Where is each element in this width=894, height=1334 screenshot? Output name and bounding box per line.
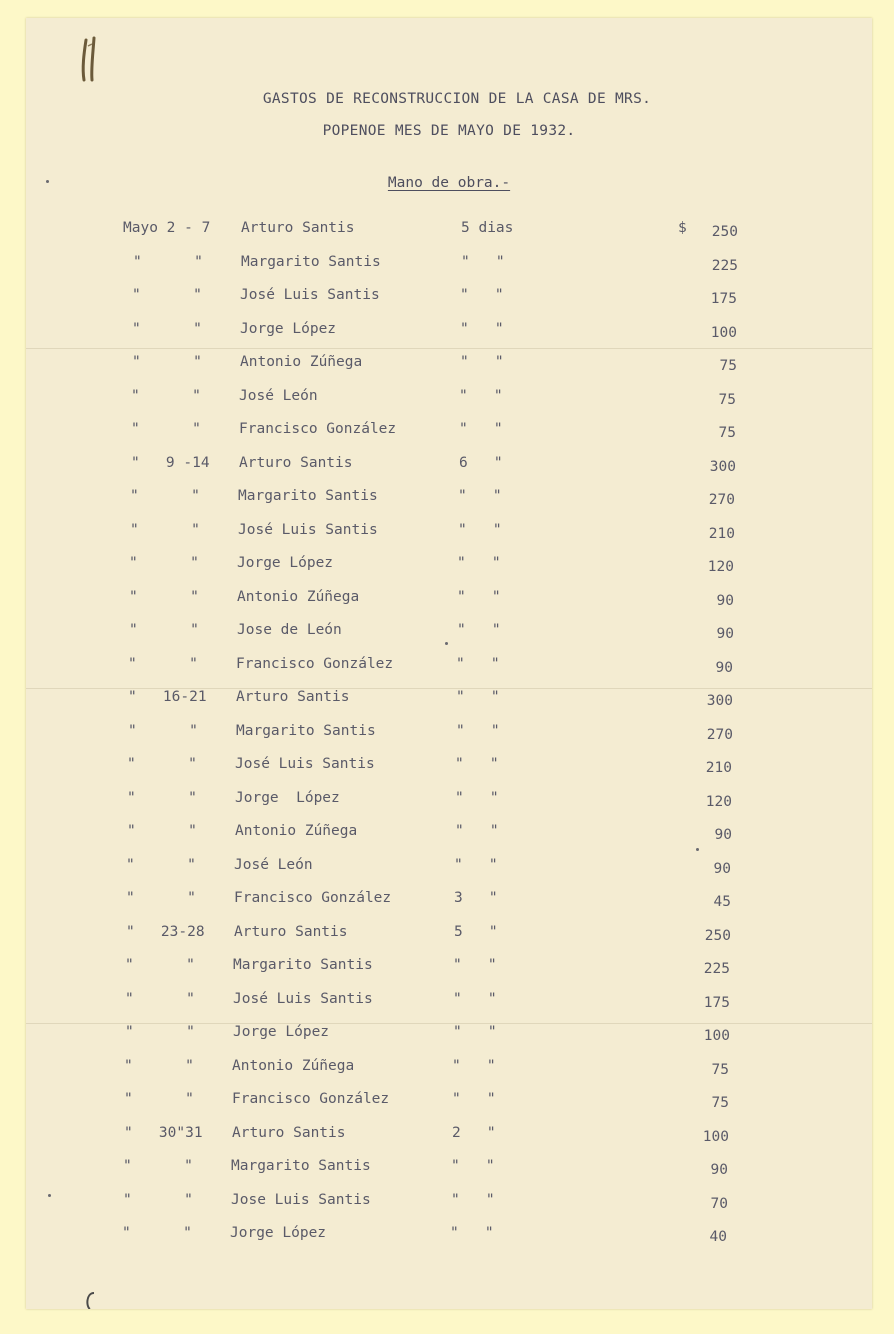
row-days: " " bbox=[458, 488, 502, 504]
row-days: " " bbox=[453, 1024, 497, 1040]
expense-row bbox=[26, 1192, 862, 1226]
row-amount: 250 bbox=[704, 927, 731, 944]
row-days: " " bbox=[450, 1225, 494, 1241]
row-date: " " bbox=[132, 287, 202, 303]
row-date: " " bbox=[129, 555, 199, 571]
row-days: " " bbox=[457, 622, 501, 638]
row-date: " " bbox=[127, 823, 197, 839]
row-worker-name: Jorge López bbox=[237, 555, 334, 571]
row-date: " 9 -14 bbox=[131, 454, 210, 471]
row-worker-name: Jose de León bbox=[237, 622, 342, 638]
row-days: " " bbox=[456, 689, 500, 705]
labor-expense-list bbox=[26, 220, 872, 1259]
row-date: " " bbox=[127, 756, 197, 772]
row-worker-name: José Luis Santis bbox=[240, 287, 380, 303]
row-date: " " bbox=[125, 990, 195, 1007]
expense-row bbox=[26, 1091, 863, 1125]
row-date: " " bbox=[130, 521, 200, 538]
row-amount: 100 bbox=[710, 324, 737, 341]
row-amount: 45 bbox=[713, 894, 731, 910]
expense-row bbox=[26, 555, 868, 589]
row-days: 5 dias bbox=[461, 220, 514, 236]
row-amount: 90 bbox=[710, 1162, 728, 1178]
row-worker-name: Margarito Santis bbox=[231, 1158, 371, 1174]
row-date: " " bbox=[122, 1225, 192, 1241]
row-amount: 100 bbox=[702, 1128, 729, 1145]
expense-row bbox=[26, 1225, 861, 1259]
row-date: " " bbox=[124, 1057, 194, 1074]
row-days: " " bbox=[460, 320, 504, 337]
expense-row bbox=[26, 1125, 863, 1159]
staple-mark-icon bbox=[78, 28, 108, 88]
row-date: " " bbox=[125, 1024, 195, 1040]
row-amount: 175 bbox=[710, 291, 737, 307]
row-days: " " bbox=[458, 521, 502, 538]
expense-row bbox=[26, 321, 871, 355]
expense-row bbox=[26, 220, 872, 254]
expense-row bbox=[26, 991, 864, 1025]
row-worker-name: Jorge López bbox=[240, 320, 337, 337]
row-date: " " bbox=[128, 655, 198, 672]
row-worker-name: José Luis Santis bbox=[233, 990, 373, 1007]
row-days: " " bbox=[452, 1091, 496, 1107]
row-amount: 100 bbox=[703, 1028, 730, 1044]
row-amount: 75 bbox=[719, 358, 737, 374]
ink-speck bbox=[48, 1194, 51, 1197]
row-worker-name: José Luis Santis bbox=[238, 521, 378, 538]
expense-row bbox=[26, 488, 869, 522]
row-date: " " bbox=[132, 354, 202, 370]
row-worker-name: Jorge López bbox=[233, 1024, 330, 1040]
row-amount: 120 bbox=[705, 793, 732, 810]
row-days: " " bbox=[453, 957, 497, 973]
row-worker-name: Jorge López bbox=[230, 1225, 327, 1241]
corner-mark-icon bbox=[82, 1290, 98, 1309]
expense-row bbox=[26, 823, 866, 857]
row-amount: 70 bbox=[710, 1195, 728, 1212]
row-days: " " bbox=[451, 1158, 495, 1174]
row-worker-name: Margarito Santis bbox=[241, 253, 381, 270]
expense-row bbox=[26, 455, 870, 489]
expense-row bbox=[26, 522, 869, 556]
row-days: " " bbox=[459, 387, 503, 404]
row-worker-name: Arturo Santis bbox=[241, 220, 355, 236]
row-worker-name: José León bbox=[239, 387, 318, 404]
row-amount: 90 bbox=[714, 827, 732, 843]
row-days: " " bbox=[457, 588, 501, 605]
row-days: " " bbox=[456, 655, 500, 672]
row-date: " 30"31 bbox=[124, 1124, 203, 1141]
row-worker-name: Arturo Santis bbox=[236, 689, 350, 705]
row-amount: 75 bbox=[711, 1095, 729, 1111]
row-amount: 90 bbox=[716, 626, 734, 642]
row-worker-name: Jose Luis Santis bbox=[231, 1191, 371, 1208]
row-worker-name: Arturo Santis bbox=[234, 923, 348, 940]
expense-row bbox=[26, 756, 866, 790]
expense-row bbox=[26, 1058, 863, 1092]
document-sheet bbox=[26, 18, 872, 1309]
row-days: " " bbox=[453, 990, 497, 1007]
row-days: 5 " bbox=[454, 923, 498, 940]
row-amount: 90 bbox=[716, 592, 734, 609]
ink-speck bbox=[696, 848, 699, 851]
expense-row bbox=[26, 1158, 862, 1192]
row-date: " " bbox=[127, 789, 197, 806]
row-days: " " bbox=[455, 789, 499, 806]
row-date: " 23-28 bbox=[126, 923, 205, 940]
row-worker-name: José León bbox=[234, 856, 313, 873]
expense-row bbox=[26, 924, 865, 958]
row-days: " " bbox=[455, 823, 499, 839]
ink-speck bbox=[445, 642, 448, 645]
row-worker-name: Antonio Zúñega bbox=[235, 823, 358, 839]
row-days: " " bbox=[454, 856, 498, 873]
expense-row bbox=[26, 421, 870, 455]
row-days: " " bbox=[451, 1191, 495, 1208]
row-worker-name: Antonio Zúñega bbox=[232, 1057, 355, 1074]
row-worker-name: Margarito Santis bbox=[238, 488, 378, 504]
row-date: " " bbox=[123, 1191, 193, 1208]
row-days: " " bbox=[456, 722, 500, 739]
expense-row bbox=[26, 287, 871, 321]
row-date: " " bbox=[133, 253, 203, 270]
row-amount: 120 bbox=[707, 559, 734, 575]
row-days: " " bbox=[461, 253, 505, 270]
row-days: " " bbox=[460, 287, 504, 303]
section-subtitle bbox=[26, 175, 872, 191]
expense-row bbox=[26, 589, 868, 623]
expense-row bbox=[26, 689, 867, 723]
expense-row bbox=[26, 890, 865, 924]
row-amount: 225 bbox=[711, 257, 738, 274]
row-worker-name: Francisco González bbox=[239, 421, 397, 437]
expense-row bbox=[26, 957, 864, 991]
expense-row bbox=[26, 388, 870, 422]
expense-row bbox=[26, 790, 866, 824]
row-worker-name: José Luis Santis bbox=[235, 756, 375, 772]
row-days: " " bbox=[460, 354, 504, 370]
row-amount: 250 bbox=[711, 224, 738, 240]
expense-row bbox=[26, 354, 871, 388]
document-title-line-2: POPENOE MES DE MAYO DE 1932. bbox=[322, 123, 576, 139]
row-date: " " bbox=[123, 1158, 193, 1174]
row-amount: 270 bbox=[706, 726, 733, 743]
row-amount: 270 bbox=[708, 492, 735, 508]
row-date: Mayo 2 - 7 bbox=[123, 220, 211, 236]
row-worker-name: Arturo Santis bbox=[232, 1124, 346, 1141]
expense-row bbox=[26, 656, 867, 690]
row-worker-name: Antonio Zúñega bbox=[237, 588, 360, 605]
row-days: 3 " bbox=[454, 890, 498, 906]
row-worker-name: Antonio Zúñega bbox=[240, 354, 363, 370]
document-title-line-1: GASTOS DE RECONSTRUCCION DE LA CASA DE MRS. bbox=[262, 91, 652, 107]
row-amount: 210 bbox=[705, 760, 732, 776]
row-days: " " bbox=[459, 421, 503, 437]
row-date: " " bbox=[129, 622, 199, 638]
row-amount: 90 bbox=[715, 659, 733, 676]
row-amount: 210 bbox=[708, 525, 735, 542]
row-amount: 90 bbox=[713, 860, 731, 877]
row-worker-name: Arturo Santis bbox=[239, 454, 353, 471]
row-amount: 75 bbox=[711, 1061, 729, 1078]
row-date: " " bbox=[131, 421, 201, 437]
ink-speck bbox=[46, 180, 49, 183]
row-days: " " bbox=[457, 555, 501, 571]
row-worker-name: Francisco González bbox=[234, 890, 392, 906]
expense-row bbox=[26, 1024, 864, 1058]
row-date: " " bbox=[131, 387, 201, 404]
row-date: " " bbox=[128, 722, 198, 739]
expense-row bbox=[26, 254, 872, 288]
row-amount: 225 bbox=[703, 961, 730, 977]
expense-row bbox=[26, 857, 865, 891]
row-days: 6 " bbox=[459, 454, 503, 471]
subtitle-text: Mano de obra.- bbox=[387, 175, 511, 191]
row-amount: 75 bbox=[718, 425, 736, 441]
row-worker-name: Francisco González bbox=[236, 655, 394, 672]
row-amount: 300 bbox=[709, 458, 736, 475]
row-days: 2 " bbox=[452, 1124, 496, 1141]
row-amount: 175 bbox=[703, 994, 730, 1011]
row-amount: 75 bbox=[718, 391, 736, 408]
row-worker-name: Margarito Santis bbox=[236, 722, 376, 739]
row-date: " 16-21 bbox=[128, 689, 207, 705]
row-worker-name: Jorge López bbox=[235, 789, 340, 806]
row-days: " " bbox=[455, 756, 499, 772]
expense-row bbox=[26, 622, 868, 656]
row-date: " " bbox=[129, 588, 199, 605]
currency-symbol: $ bbox=[678, 220, 687, 236]
row-worker-name: Margarito Santis bbox=[233, 957, 373, 973]
row-amount: 40 bbox=[709, 1229, 727, 1245]
row-date: " " bbox=[125, 957, 195, 973]
row-date: " " bbox=[126, 890, 196, 906]
row-worker-name: Francisco González bbox=[232, 1091, 390, 1107]
row-days: " " bbox=[452, 1057, 496, 1074]
row-date: " " bbox=[130, 488, 200, 504]
expense-row bbox=[26, 723, 867, 757]
row-date: " " bbox=[132, 320, 202, 337]
row-amount: 300 bbox=[706, 693, 733, 709]
row-date: " " bbox=[126, 856, 196, 873]
row-date: " " bbox=[124, 1091, 194, 1107]
